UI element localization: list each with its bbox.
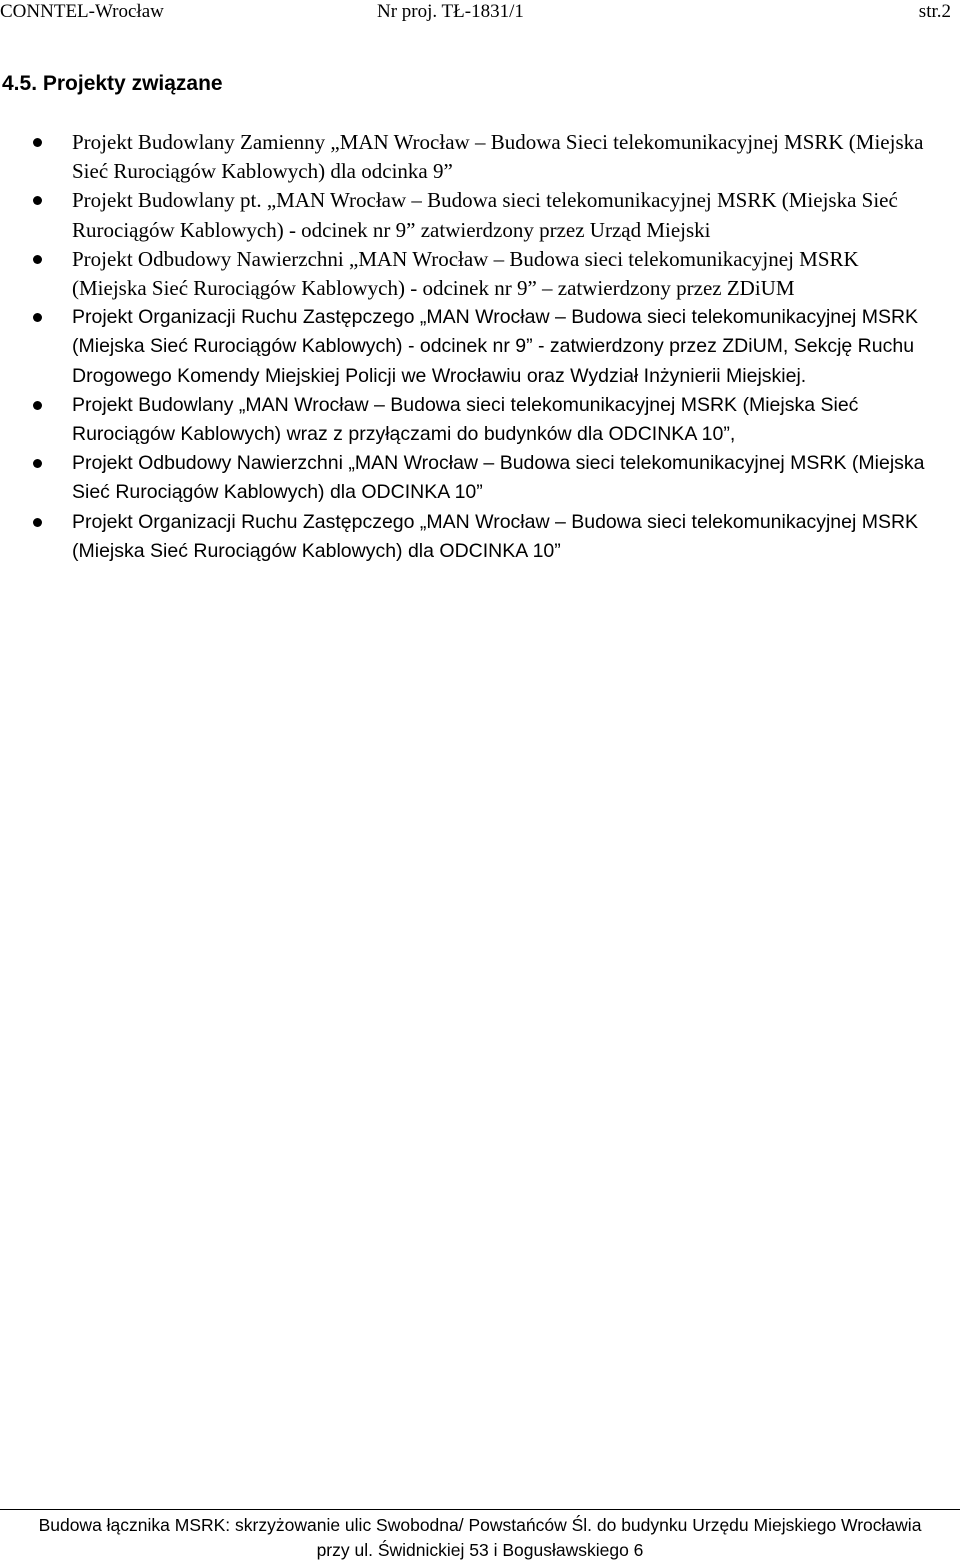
page-header: [0, 0, 960, 26]
header-page-number: str.2: [918, 1, 951, 22]
list-item: Projekt Odbudowy Nawierzchni „MAN Wrocław – Budowa sieci telekomunikacyjnej MSRK (Miejska Sieć Rurociągów Kablowych) dla ODCINKA 10”: [0, 449, 960, 507]
list-item: Projekt Organizacji Ruchu Zastępczego „MAN Wrocław – Budowa sieci telekomunikacyjnej MSRK (Miejska Sieć Rurociągów Kablowych) dla ODCINKA 10”: [0, 508, 960, 566]
footer-line-2: przy ul. Świdnickiej 53 i Bogusławskiego 6: [316, 1540, 644, 1560]
list-item: Projekt Budowlany pt. „MAN Wrocław – Budowa sieci telekomunikacyjnej MSRK (Miejska Sieć Rurociągów Kablowych) - odcinek nr 9” zatwierdzony przez Urząd Miejski: [0, 186, 960, 244]
section-title: 4.5. Projekty związane: [2, 72, 223, 95]
header-company: CONNTEL-Wrocław: [0, 1, 164, 22]
list-item: Projekt Odbudowy Nawierzchni „MAN Wrocław – Budowa sieci telekomunikacyjnej MSRK (Miejska Sieć Rurociągów Kablowych) - odcinek nr 9” – zatwierdzony przez ZDiUM: [0, 245, 960, 303]
related-projects-list: [0, 128, 960, 566]
footer-divider: [0, 1509, 960, 1510]
footer-line-1: Budowa łącznika MSRK: skrzyżowanie ulic Swobodna/ Powstańców Śl. do budynku Urzędu Miejskiego Wrocławia: [38, 1515, 922, 1535]
header-project-number: Nr proj. TŁ-1831/1: [377, 1, 524, 22]
list-item: Projekt Budowlany Zamienny „MAN Wrocław – Budowa Sieci telekomunikacyjnej MSRK (Miejska Sieć Rurociągów Kablowych) dla odcinka 9”: [0, 128, 960, 186]
list-item: Projekt Budowlany „MAN Wrocław – Budowa sieci telekomunikacyjnej MSRK (Miejska Sieć Rurociągów Kablowych) wraz z przyłączami do budynków dla ODCINKA 10”,: [0, 391, 960, 449]
list-item: Projekt Organizacji Ruchu Zastępczego „MAN Wrocław – Budowa sieci telekomunikacyjnej MSRK (Miejska Sieć Rurociągów Kablowych) - odcinek nr 9” - zatwierdzony przez ZDiUM, Sekcję Ruchu Drogowego Komendy Miejskiej Policji we Wrocławiu oraz Wydział Inżynierii Miejskiej.: [0, 303, 960, 391]
page-footer: [0, 1513, 960, 1563]
